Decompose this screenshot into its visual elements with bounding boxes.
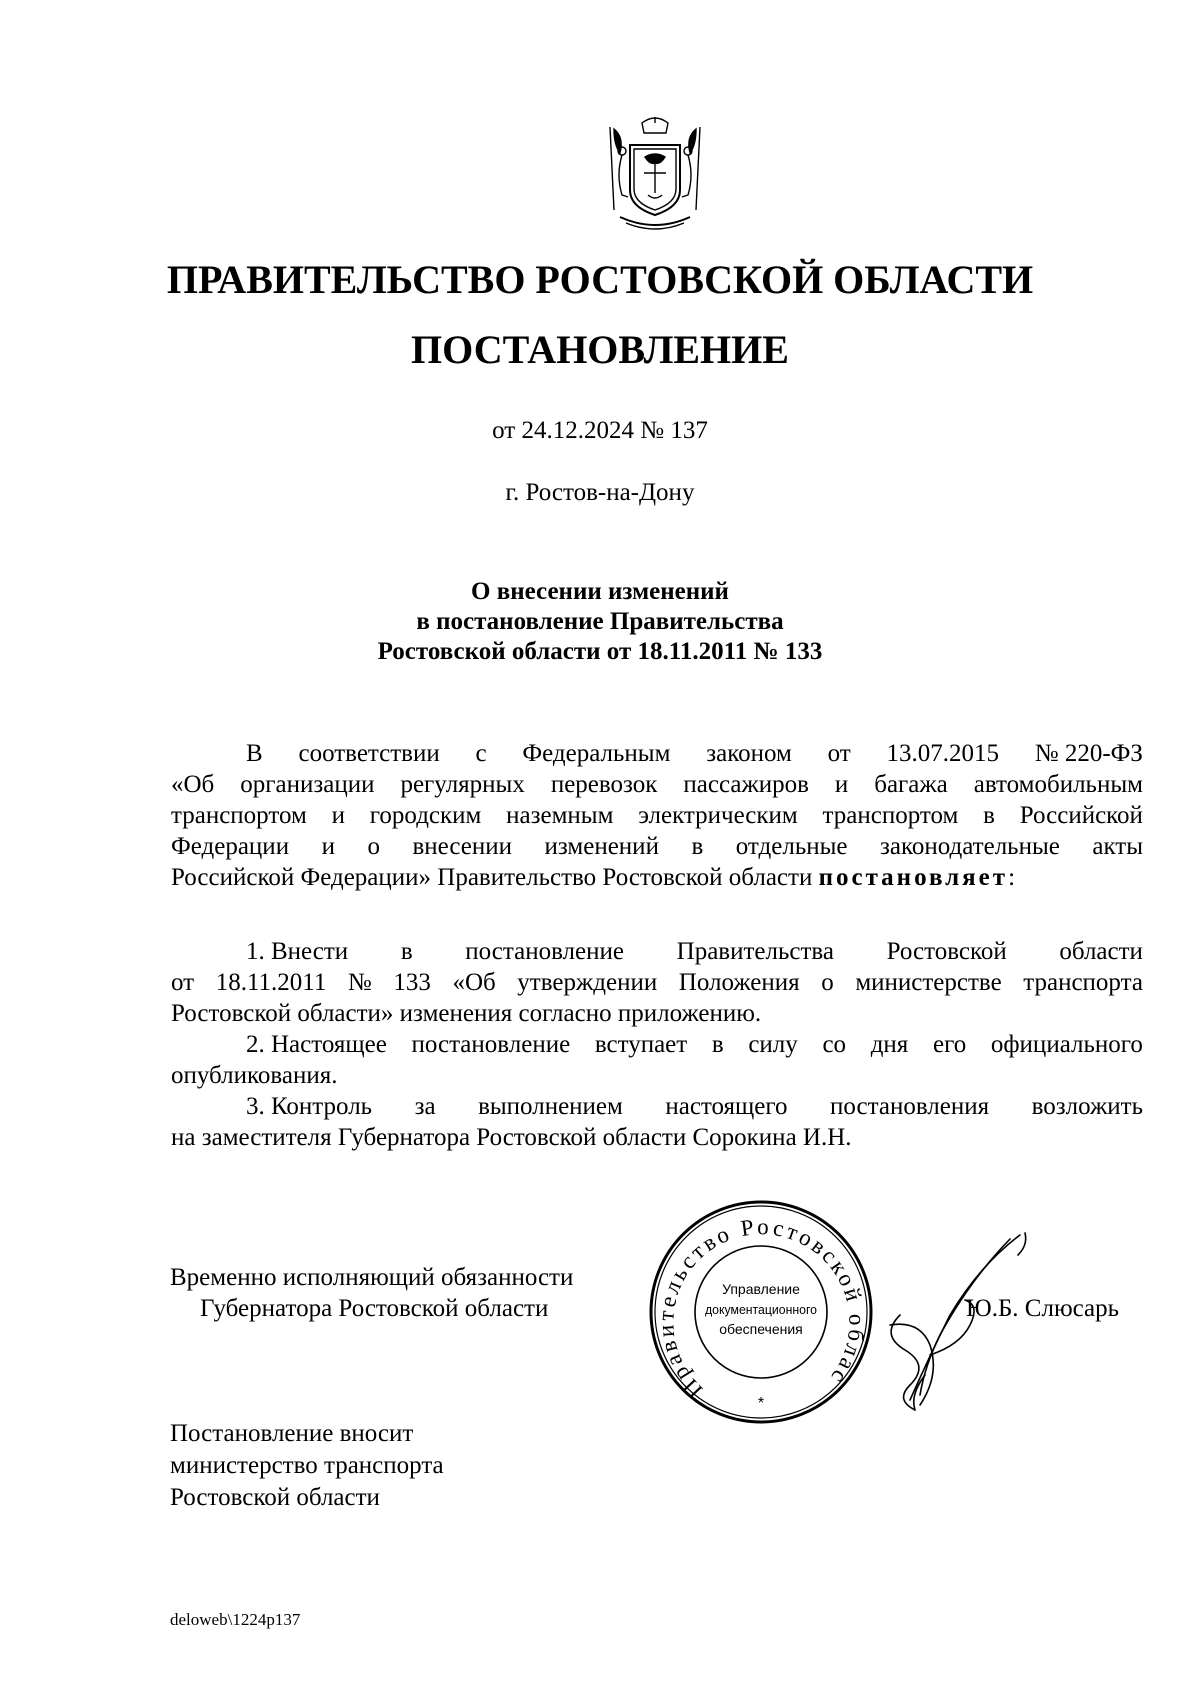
word: транспорта bbox=[1023, 969, 1143, 996]
word: транспортом bbox=[171, 802, 307, 829]
word: багажа bbox=[874, 771, 948, 798]
submitted-by bbox=[170, 1418, 444, 1514]
word: постановление bbox=[411, 1031, 571, 1058]
word: 18.11.2011 bbox=[215, 969, 327, 996]
official-stamp bbox=[646, 1197, 876, 1427]
word: и bbox=[834, 771, 849, 798]
word: В bbox=[246, 740, 263, 767]
word: Российской bbox=[1019, 802, 1143, 829]
word: в bbox=[711, 1031, 724, 1058]
text-line bbox=[171, 800, 1143, 831]
document-type: ПОСТАНОВЛЕНИЕ bbox=[411, 327, 789, 372]
position-line: Временно исполняющий обязанности bbox=[170, 1264, 574, 1291]
subject-line: в постановление Правительства bbox=[416, 608, 784, 635]
word: от bbox=[827, 740, 851, 767]
preamble-paragraph bbox=[171, 738, 1143, 893]
decree-items bbox=[171, 936, 1143, 1153]
word: от bbox=[171, 969, 195, 996]
text-line bbox=[171, 738, 1143, 769]
word: соответствии bbox=[298, 740, 440, 767]
subject-line: О внесении изменений bbox=[471, 578, 729, 605]
word: акты bbox=[1092, 833, 1143, 860]
submitted-line: министерство транспорта bbox=[170, 1452, 444, 1479]
text-line bbox=[171, 936, 1143, 967]
date-number: от 24.12.2024 № 137 bbox=[492, 417, 708, 444]
word: вступает bbox=[594, 1031, 688, 1058]
stamp-inner-line: документационного bbox=[705, 1303, 818, 1317]
document-code: deloweb\1224p137 bbox=[170, 1610, 301, 1629]
word: законом bbox=[706, 740, 792, 767]
word: со bbox=[822, 1031, 847, 1058]
word: Ростовской bbox=[886, 938, 1007, 965]
word: транспортом bbox=[822, 802, 959, 829]
word: и bbox=[331, 802, 345, 829]
word: перевозок bbox=[550, 771, 658, 798]
city: г. Ростов-на-Дону bbox=[505, 479, 695, 506]
word: в bbox=[983, 802, 995, 829]
word: № bbox=[347, 969, 372, 996]
word: «Об bbox=[171, 771, 215, 798]
text-line bbox=[171, 862, 1143, 893]
text-line: на заместителя Губернатора Ростовской области Сорокина И.Н. bbox=[171, 1124, 852, 1151]
word: министерстве bbox=[855, 969, 1002, 996]
text-line bbox=[171, 967, 1143, 998]
word: 133 bbox=[393, 969, 431, 996]
text-line: опубликования. bbox=[171, 1062, 338, 1089]
word: пассажиров bbox=[683, 771, 809, 798]
word: законодательные bbox=[880, 833, 1060, 860]
signatory-name: Ю.Б. Слюсарь bbox=[966, 1295, 1120, 1322]
text-span: : bbox=[1008, 864, 1016, 891]
word: электрическим bbox=[638, 802, 798, 829]
text-line bbox=[171, 769, 1143, 800]
word: его bbox=[932, 1031, 967, 1058]
text-line bbox=[171, 1091, 1143, 1122]
word: изменений bbox=[544, 833, 659, 860]
text-line bbox=[171, 1029, 1143, 1060]
submitted-line: Постановление вносит bbox=[170, 1420, 414, 1447]
word: возложить bbox=[1031, 1093, 1143, 1120]
svg-text:Правительство Ростовской облас bbox=[646, 1197, 869, 1403]
word: постановления bbox=[830, 1093, 990, 1120]
word: о bbox=[367, 833, 380, 860]
word: выполнением bbox=[478, 1093, 623, 1120]
word: внесении bbox=[412, 833, 513, 860]
word: утверждении bbox=[517, 969, 658, 996]
word: Федерации bbox=[171, 833, 290, 860]
word: наземным bbox=[506, 802, 614, 829]
text-span: Российской Федерации» Правительство Ростовской области bbox=[171, 864, 819, 891]
subject-heading bbox=[0, 577, 1200, 667]
word: № 220-ФЗ bbox=[1034, 740, 1143, 767]
subject-line: Ростовской области от 18.11.2011 № 133 bbox=[377, 638, 823, 665]
word: Правительства bbox=[676, 938, 834, 965]
submitted-line: Ростовской области bbox=[170, 1484, 380, 1511]
word: отдельные bbox=[735, 833, 848, 860]
word: 2. Настоящее bbox=[246, 1031, 387, 1058]
word: настоящего bbox=[665, 1093, 788, 1120]
stamp-inner-line: обеспечения bbox=[719, 1321, 803, 1337]
word: организации bbox=[240, 771, 375, 798]
stamp-outer-text: Правительство Ростовской облас bbox=[653, 1214, 870, 1404]
text-line bbox=[171, 831, 1143, 862]
position-line: Губернатора Ростовской области bbox=[200, 1295, 549, 1322]
word: за bbox=[414, 1093, 436, 1120]
word: автомобильным bbox=[973, 771, 1143, 798]
stamp-inner-line: Управление bbox=[722, 1281, 800, 1297]
word: постановление bbox=[465, 938, 624, 965]
word: 13.07.2015 bbox=[886, 740, 999, 767]
word: 1. Внести bbox=[246, 938, 349, 965]
word: официального bbox=[990, 1031, 1143, 1058]
signatory-position bbox=[170, 1262, 573, 1324]
word: области bbox=[1059, 938, 1143, 965]
stamp-star: * bbox=[757, 1395, 765, 1412]
text-line: Ростовской области» изменения согласно приложению. bbox=[171, 1000, 762, 1027]
word: силу bbox=[748, 1031, 798, 1058]
word: с bbox=[475, 740, 487, 767]
word: дня bbox=[870, 1031, 909, 1058]
word: регулярных bbox=[400, 771, 525, 798]
word: «Об bbox=[452, 969, 496, 996]
word: и bbox=[321, 833, 335, 860]
handwritten-signature bbox=[870, 1225, 1040, 1425]
coat-of-arms-icon bbox=[600, 115, 710, 235]
word: городским bbox=[369, 802, 482, 829]
word: Федеральным bbox=[522, 740, 671, 767]
word: в bbox=[691, 833, 704, 860]
word: 3. Контроль bbox=[246, 1093, 373, 1120]
word: о bbox=[821, 969, 834, 996]
word: Положения bbox=[678, 969, 800, 996]
government-title: ПРАВИТЕЛЬСТВО РОСТОВСКОЙ ОБЛАСТИ bbox=[166, 257, 1034, 302]
decree-keyword: постановляет bbox=[818, 864, 1009, 891]
word: в bbox=[400, 938, 413, 965]
